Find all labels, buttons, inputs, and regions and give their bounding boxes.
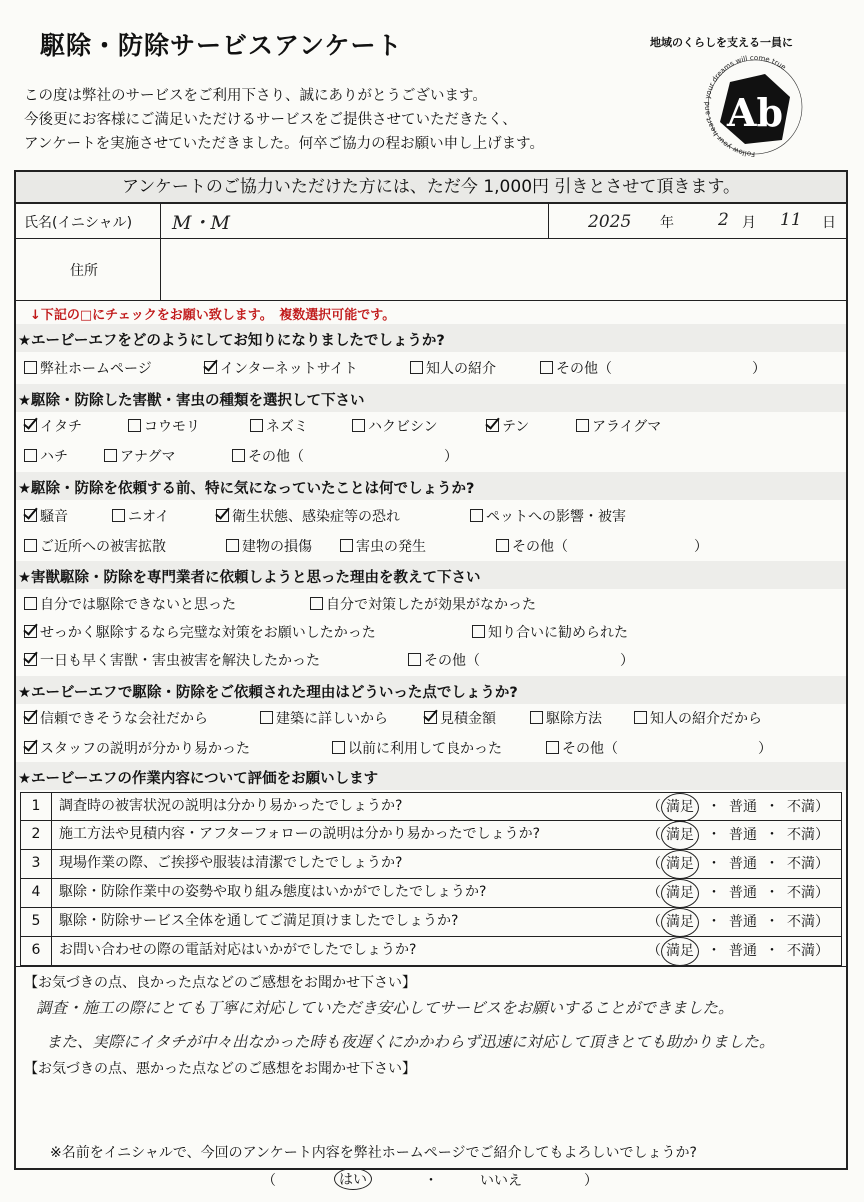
intro-line-3: アンケートを実施させていただきました。何卒ご協力の程お願い申し上げます。 [24,136,544,152]
intro-line-1: この度は弊社のサービスをご利用下さり、誠にありがとうございます。 [24,88,487,104]
publish-consent-question: ※名前をイニシャルで、今回のアンケート内容を弊社ホームページでご紹介してもよろしいでしょうか? [50,1145,697,1161]
q4-option-cant-self[interactable]: 自分では駆除できないと思った [24,594,236,614]
q2-option-koumori[interactable]: コウモリ [128,416,200,436]
checkbox[interactable] [332,741,345,754]
rating-choice[interactable]: 満足 [661,937,699,966]
choice-separator: ・ [765,856,779,872]
rating-choice[interactable]: 満足 [661,879,699,908]
good-comment-label: 【お気づきの点、良かった点などのご感想をお聞かせ下さい】 [24,975,416,991]
rating-row-question: お問い合わせの際の電話対応はいかがでしたでしょうか? [59,942,417,958]
q3-option-smell[interactable]: ニオイ [112,506,169,526]
company-tagline: 地域のくらしを支える一員に [650,36,793,49]
checkbox[interactable] [530,711,543,724]
date-month-field[interactable]: 2 [718,210,729,230]
q4-option-other[interactable]: その他（ ） [408,650,634,670]
q5-title: ★エービーエフで駆除・防除をご依頼された理由はどういった点でしょうか? [18,685,518,701]
paren-open: （ [647,914,661,930]
checkbox-checked[interactable] [24,509,37,522]
name-field[interactable]: M・M [172,212,230,234]
company-logo [690,52,820,162]
rating-choice[interactable]: 満足 [661,821,699,850]
rating-row-number: 5 [21,908,52,936]
rating-row-number: 1 [21,793,52,820]
q5-option-other[interactable]: その他（ ） [546,738,772,758]
paren-open: （ [647,856,661,872]
survey-title: 駆除・防除サービスアンケート [40,31,403,60]
rating-choice[interactable]: 不満 [787,799,815,815]
rating-row-number: 4 [21,879,52,907]
checkbox-checked[interactable] [24,711,37,724]
month-label: 月 [742,215,756,231]
rating-row-question: 駆除・防除作業中の姿勢や取り組み態度はいかがでしたでしょうか? [59,884,487,900]
q3-option-hygiene[interactable]: 衛生状態、感染症等の恐れ [216,506,400,526]
q2-option-nezumi[interactable]: ネズミ [250,416,308,436]
rating-choice[interactable]: 満足 [661,850,699,879]
checkbox-checked[interactable] [486,419,499,432]
checkbox[interactable] [24,361,37,374]
q1-option-website[interactable]: 弊社ホームページ [24,358,152,378]
paren-open: （ [647,943,661,959]
checkbox[interactable] [540,361,553,374]
rating-choice[interactable]: 不満 [787,827,815,843]
rating-row-number: 6 [21,937,52,965]
checkbox[interactable] [260,711,273,724]
bad-comment-label: 【お気づきの点、悪かった点などのご感想をお聞かせ下さい】 [24,1061,416,1077]
checkbox-checked[interactable] [24,625,37,638]
checkbox[interactable] [232,449,245,462]
rating-choice[interactable]: 普通 [729,914,757,930]
good-comment-line-1[interactable]: 調査・施工の際にとても丁寧に対応していただき安心してサービスをお願いすることができました。 [36,999,734,1017]
paren-close: ） [584,1173,598,1189]
choice-separator: ・ [765,799,779,815]
rating-choice[interactable]: 不満 [787,914,815,930]
q2-option-araiguma[interactable]: アライグマ [576,416,661,436]
paren-open: （ [262,1173,276,1189]
paren-open: （ [647,827,661,843]
q4-option-asap[interactable]: 一日も早く害獣・害虫被害を解決したかった [24,650,320,670]
checkbox[interactable] [576,419,589,432]
checkbox[interactable] [24,597,37,610]
q3-option-insects[interactable]: 害虫の発生 [340,536,426,556]
rating-row [20,937,842,966]
checkbox[interactable] [112,509,125,522]
checkbox[interactable] [128,419,141,432]
choice-separator: ・ [765,943,779,959]
rating-choice[interactable]: 満足 [661,908,699,937]
q2-title: ★駆除・防除した害獣・害虫の種類を選択して下さい [18,393,365,409]
name-label: 氏名(イニシャル) [24,215,133,231]
paren-close: ） [815,827,829,843]
checkbox[interactable] [470,509,483,522]
q3-option-other[interactable]: その他（ ） [496,536,708,556]
rating-choices [647,908,829,937]
paren-close: ） [815,856,829,872]
paren-open: （ [647,799,661,815]
q5-option-staff[interactable]: スタッフの説明が分かり易かった [24,738,250,758]
consent-no[interactable]: いいえ [480,1173,522,1189]
logo-ring-text: Follow your heart and your dreams will come true [703,53,788,159]
rating-row-number: 2 [21,821,52,849]
q4-option-recommended[interactable]: 知り合いに勧められた [472,622,628,642]
checkbox[interactable] [250,419,263,432]
rating-choices [647,850,829,879]
logo-letters: Ab [726,90,784,135]
choice-separator: ・ [765,914,779,930]
q2-option-anaguma[interactable]: アナグマ [104,446,175,466]
rating-row [20,821,842,850]
rating-choice[interactable]: 満足 [661,793,699,822]
q3-option-noise[interactable]: 騒音 [24,506,68,526]
divider [160,204,161,300]
rating-choices [647,937,829,966]
year-label: 年 [660,215,674,231]
q1-option-internet[interactable]: インターネットサイト [204,358,358,378]
q2-option-ten[interactable]: テン [486,416,529,436]
choice-separator: ・ [765,885,779,901]
intro-line-2: 今後更にお客様にご満足いただけるサービスをご提供させていただきたく、 [24,112,517,128]
rating-choice[interactable]: 普通 [729,799,757,815]
q5-option-construction[interactable]: 建築に詳しいから [260,708,388,728]
rating-choices [647,793,829,822]
choice-separator: ・ [707,799,721,815]
rating-choice[interactable]: 普通 [729,885,757,901]
q3-title: ★駆除・防除を依頼する前、特に気になっていたことは何でしょうか? [18,481,475,497]
checkbox[interactable] [104,449,117,462]
checkbox[interactable] [24,539,37,552]
checkbox[interactable] [226,539,239,552]
choice-separator: ・ [707,827,721,843]
choice-separator: ・ [765,827,779,843]
checkbox[interactable] [310,597,323,610]
rating-row [20,908,842,937]
good-comment-line-2[interactable]: また、実際にイタチが中々出なかった時も夜遅くにかかわらず迅速に対応して頂きとても助かりました。 [46,1033,775,1051]
consent-separator: ・ [424,1173,438,1189]
rating-choice[interactable]: 普通 [729,943,757,959]
checkbox[interactable] [352,419,365,432]
rating-choice[interactable]: 普通 [729,827,757,843]
rating-choices [647,821,829,850]
rating-choice[interactable]: 不満 [787,943,815,959]
rating-row-question: 施工方法や見積内容・アフターフォローの説明は分かり易かったでしょうか? [59,826,541,842]
checkbox[interactable] [340,539,353,552]
checkbox[interactable] [634,711,647,724]
paren-close: ） [815,885,829,901]
rating-row [20,850,842,879]
checkbox-checked[interactable] [216,509,229,522]
checkbox[interactable] [546,741,559,754]
rating-row [20,879,842,908]
q3-option-neighbors[interactable]: ご近所への被害拡散 [24,536,166,556]
q5-option-past-use[interactable]: 以前に利用して良かった [332,738,502,758]
q6-title: ★エービーエフの作業内容について評価をお願いします [18,771,379,787]
q4-option-perfect[interactable]: せっかく駆除するなら完璧な対策をお願いしたかった [24,622,376,642]
q2-option-itachi[interactable]: イタチ [24,416,82,436]
paren-open: （ [647,885,661,901]
paren-close: ） [815,799,829,815]
choice-separator: ・ [707,885,721,901]
checkbox[interactable] [496,539,509,552]
q4-option-self-failed[interactable]: 自分で対策したが効果がなかった [310,594,536,614]
rating-row-question: 現場作業の際、ご挨拶や服装は清潔でしたでしょうか? [59,855,403,871]
checkbox-checked[interactable] [24,741,37,754]
rating-choice[interactable]: 不満 [787,885,815,901]
rating-row-number: 3 [21,850,52,878]
q1-option-other[interactable]: その他（ ） [540,358,766,378]
checkbox[interactable] [408,653,421,666]
divider [16,238,846,239]
q1-title: ★エービーエフをどのようにしてお知りになりましたでしょうか? [18,333,445,349]
instruction-note: ↓下記の□にチェックをお願い致します。 複数選択可能です。 [30,308,396,323]
day-label: 日 [822,215,836,231]
divider [16,300,846,301]
q2-option-other[interactable]: その他（ ） [232,446,458,466]
address-label: 住所 [70,263,98,279]
checkbox-checked[interactable] [24,653,37,666]
rating-row-question: 駆除・防除サービス全体を通してご満足頂けましたでしょうか? [59,913,459,929]
divider [16,966,846,967]
q4-title: ★害獣駆除・防除を専門業者に依頼しようと思った理由を教えて下さい [18,570,481,586]
rating-choice[interactable]: 普通 [729,856,757,872]
checkbox[interactable] [410,361,423,374]
rating-choice[interactable]: 不満 [787,856,815,872]
rating-row-question: 調査時の被害状況の説明は分かり易かったでしょうか? [59,798,403,814]
choice-separator: ・ [707,943,721,959]
checkbox-checked[interactable] [424,711,437,724]
date-day-field[interactable]: 11 [780,210,802,230]
q5-option-estimate[interactable]: 見積金額 [424,708,496,728]
date-year-field[interactable]: 2025 [588,212,632,232]
choice-separator: ・ [707,914,721,930]
q2-option-hachi[interactable]: ハチ [24,446,68,466]
paren-close: ） [815,914,829,930]
checkbox[interactable] [24,449,37,462]
paren-close: ） [815,943,829,959]
checkbox[interactable] [472,625,485,638]
divider [548,204,549,238]
q2-option-hakubishin[interactable]: ハクビシン [352,416,438,436]
rating-choices [647,879,829,908]
rating-row [20,792,842,821]
checkbox-checked[interactable] [204,361,217,374]
q5-option-referral[interactable]: 知人の紹介だから [634,708,762,728]
q5-option-method[interactable]: 駆除方法 [530,708,602,728]
q1-option-referral[interactable]: 知人の紹介 [410,358,496,378]
q3-option-building[interactable]: 建物の損傷 [226,536,312,556]
choice-separator: ・ [707,856,721,872]
discount-banner: アンケートのご協力いただけた方には、ただ今 1,000円 引きとさせて頂きます。 [16,172,846,204]
consent-yes[interactable]: はい [334,1168,372,1190]
q3-option-pet[interactable]: ペットへの影響・被害 [470,506,626,526]
checkbox-checked[interactable] [24,419,37,432]
q5-option-trustworthy[interactable]: 信頼できそうな会社だから [24,708,208,728]
